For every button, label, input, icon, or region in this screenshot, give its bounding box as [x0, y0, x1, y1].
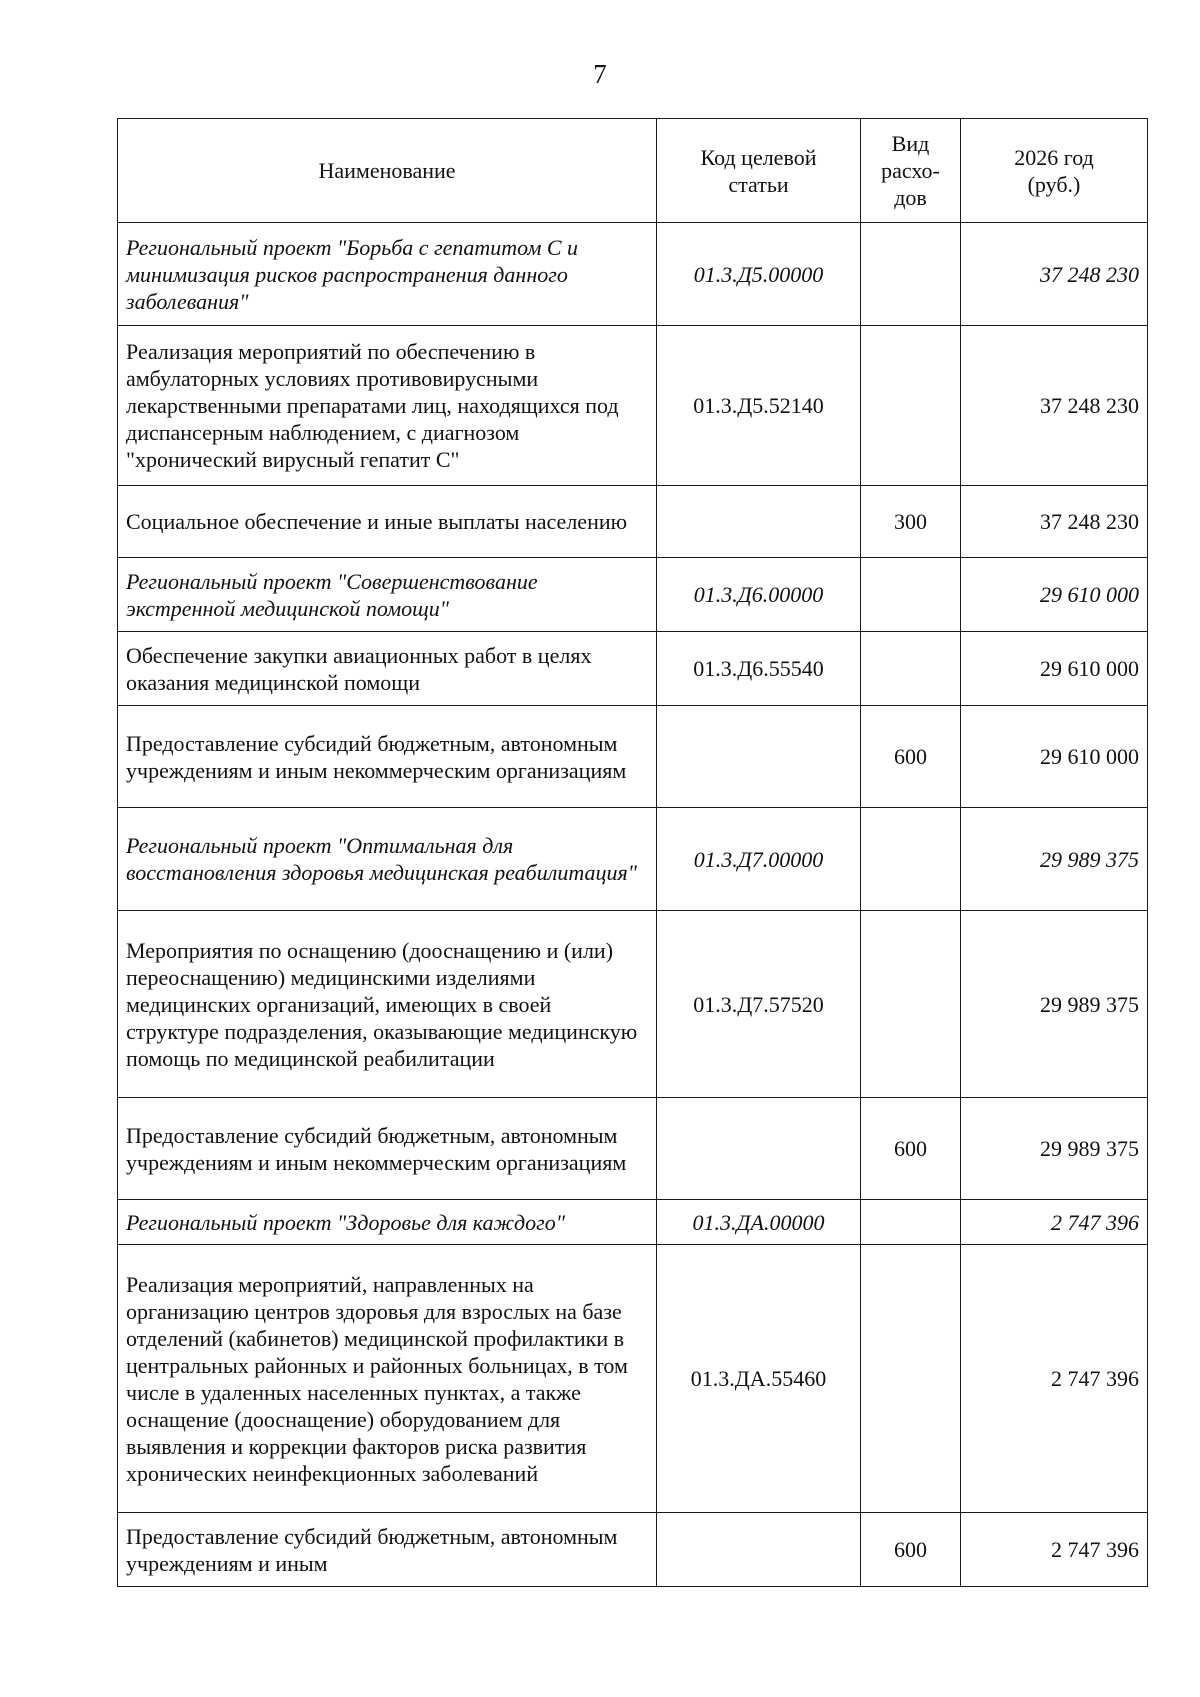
header-type: Вид расхо-дов — [861, 119, 961, 223]
row-sum-cell: 29 610 000 — [961, 632, 1148, 706]
table-row — [118, 632, 1148, 706]
row-type-cell — [861, 911, 961, 1098]
row-sum-cell: 2 747 396 — [961, 1245, 1148, 1513]
row-name-cell: Региональный проект "Совершенствование экстренной медицинской помощи" — [118, 558, 657, 632]
row-type-cell — [861, 326, 961, 486]
row-type-cell: 600 — [861, 1098, 961, 1200]
row-sum-cell: 37 248 230 — [961, 486, 1148, 558]
row-type-cell — [861, 558, 961, 632]
row-code-cell — [657, 486, 861, 558]
row-sum-cell: 29 989 375 — [961, 808, 1148, 911]
row-name-cell: Реализация мероприятий по обеспечению в амбулаторных условиях противовирусными лекарственными препаратами лиц, находящихся под диспансерным наблюдением, с диагнозом "хронический вирусный гепатит С" — [118, 326, 657, 486]
row-code-cell: 01.3.Д5.52140 — [657, 326, 861, 486]
table-body — [118, 223, 1148, 1587]
table-row — [118, 1513, 1148, 1587]
row-sum-cell: 29 610 000 — [961, 706, 1148, 808]
row-type-cell: 600 — [861, 1513, 961, 1587]
row-type-cell — [861, 1200, 961, 1245]
row-sum-cell: 37 248 230 — [961, 223, 1148, 326]
row-name-cell: Предоставление субсидий бюджетным, автономным учреждениям и иным некоммерческим организациям — [118, 1098, 657, 1200]
header-sum: 2026 год (руб.) — [961, 119, 1148, 223]
table-row — [118, 911, 1148, 1098]
budget-table — [117, 118, 1148, 1587]
row-type-cell — [861, 632, 961, 706]
header-name: Наименование — [118, 119, 657, 223]
table-row — [118, 558, 1148, 632]
row-name-cell: Региональный проект "Оптимальная для восстановления здоровья медицинская реабилитация" — [118, 808, 657, 911]
row-name-cell: Предоставление субсидий бюджетным, автономным учреждениям и иным — [118, 1513, 657, 1587]
table-row — [118, 808, 1148, 911]
table-header — [118, 119, 1148, 223]
row-type-cell: 600 — [861, 706, 961, 808]
row-type-cell — [861, 223, 961, 326]
row-code-cell: 01.3.Д6.00000 — [657, 558, 861, 632]
row-sum-cell: 29 989 375 — [961, 1098, 1148, 1200]
row-name-cell: Социальное обеспечение и иные выплаты населению — [118, 486, 657, 558]
table-row — [118, 326, 1148, 486]
row-sum-cell: 2 747 396 — [961, 1513, 1148, 1587]
row-name-cell: Предоставление субсидий бюджетным, автономным учреждениям и иным некоммерческим организациям — [118, 706, 657, 808]
row-type-cell — [861, 808, 961, 911]
table-row — [118, 486, 1148, 558]
row-code-cell: 01.3.ДА.55460 — [657, 1245, 861, 1513]
table-row — [118, 1245, 1148, 1513]
table-row — [118, 1098, 1148, 1200]
row-code-cell: 01.3.ДА.00000 — [657, 1200, 861, 1245]
row-name-cell: Региональный проект "Здоровье для каждого" — [118, 1200, 657, 1245]
row-type-cell: 300 — [861, 486, 961, 558]
row-name-cell: Региональный проект "Борьба с гепатитом С и минимизация рисков распространения данного заболевания" — [118, 223, 657, 326]
row-type-cell — [861, 1245, 961, 1513]
header-code: Код целевой статьи — [657, 119, 861, 223]
row-code-cell — [657, 1098, 861, 1200]
table-row — [118, 223, 1148, 326]
row-code-cell: 01.3.Д7.57520 — [657, 911, 861, 1098]
page-number: 7 — [593, 59, 607, 89]
row-code-cell: 01.3.Д5.00000 — [657, 223, 861, 326]
row-sum-cell: 2 747 396 — [961, 1200, 1148, 1245]
row-code-cell: 01.3.Д7.00000 — [657, 808, 861, 911]
row-name-cell: Реализация мероприятий, направленных на организацию центров здоровья для взрослых на базе отделений (кабинетов) медицинской профилактики в центральных районных и районных больницах, в том числе в удаленных населенных пунктах, а также оснащение (дооснащение) оборудованием для выявления и коррекции факторов риска развития хронических неинфекционных заболеваний — [118, 1245, 657, 1513]
row-name-cell: Обеспечение закупки авиационных работ в целях оказания медицинской помощи — [118, 632, 657, 706]
row-sum-cell: 29 610 000 — [961, 558, 1148, 632]
row-code-cell: 01.3.Д6.55540 — [657, 632, 861, 706]
row-sum-cell: 29 989 375 — [961, 911, 1148, 1098]
table-row — [118, 706, 1148, 808]
row-code-cell — [657, 1513, 861, 1587]
table-row — [118, 1200, 1148, 1245]
row-name-cell: Мероприятия по оснащению (дооснащению и (или) переоснащению) медицинскими изделиями медицинских организаций, имеющих в своей структуре подразделения, оказывающие медицинскую помощь по медицинской реабилитации — [118, 911, 657, 1098]
row-code-cell — [657, 706, 861, 808]
row-sum-cell: 37 248 230 — [961, 326, 1148, 486]
